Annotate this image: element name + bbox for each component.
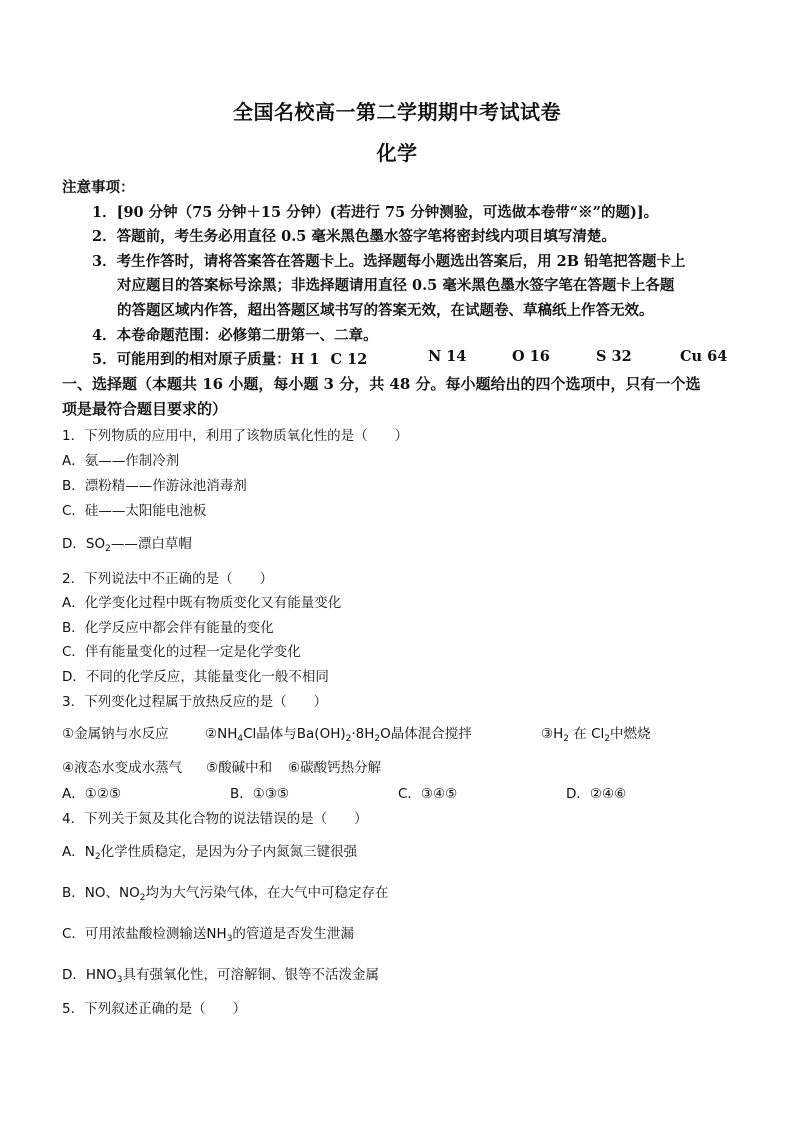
- question-4-option-c: [62, 922, 354, 944]
- q3-i3-b: 在 Cl: [569, 726, 605, 742]
- q1-d-prefix: D．SO: [62, 536, 106, 552]
- q3-i3-sub2: 2: [604, 734, 610, 744]
- question-1-option-c: C．硅——太阳能电池板: [62, 503, 207, 519]
- q4-b-prefix: B．NO、NO: [62, 885, 140, 901]
- q3-i2-a: ②NH: [205, 726, 238, 742]
- question-4-option-b: [62, 881, 388, 903]
- q4-a-prefix: A．N: [62, 844, 95, 860]
- question-1-stem: 1．下列物质的应用中，利用了该物质氧化性的是（ ）: [62, 428, 409, 444]
- q3-i3-a: ③H: [541, 726, 564, 742]
- question-4-stem: 4．下列关于氮及其化合物的说法错误的是（ ）: [62, 811, 368, 827]
- question-3-item-4: ④液态水变成水蒸气: [62, 760, 183, 776]
- q4-c-prefix: C．可用浓盐酸检测输送NH: [62, 926, 227, 942]
- atomic-mass-c: C 12: [330, 351, 368, 368]
- notice-item-3-cont-1: 对应题目的答案标号涂黑；非选择题请用直径 0.5 毫米黑色墨水签字笔在答题卡上各题: [117, 277, 675, 294]
- question-3-option-d: D．②④⑥: [566, 786, 627, 802]
- q1-d-text: ——漂白草帽: [110, 536, 192, 552]
- question-4-option-a: [62, 840, 357, 862]
- question-5-stem: 5．下列叙述正确的是（ ）: [62, 1001, 247, 1017]
- notice-item-1: 1．[90 分钟（75 分钟＋15 分钟）(若进行 75 分钟测验，可选做本卷带“※”的题)]。: [92, 204, 659, 221]
- question-3-option-b: B．①③⑤: [230, 786, 290, 802]
- q4-d-prefix: D．HNO: [62, 967, 117, 983]
- notice-item-2: 2．答题前，考生务必用直径 0.5 毫米黑色墨水签字笔将密封线内项目填写清楚。: [92, 228, 616, 245]
- q3-i2-d: O晶体混合搅拌: [380, 726, 472, 742]
- question-2-option-a: A．化学变化过程中既有物质变化又有能量变化: [62, 595, 342, 611]
- question-3-item-6: ⑥碳酸钙热分解: [288, 760, 382, 776]
- question-3-option-a: A．①②⑤: [62, 786, 122, 802]
- exam-subject: 化学: [376, 141, 418, 165]
- notice-item-3: 3．考生作答时，请将答案答在答题卡上。选择题每小题选出答案后，用 2B 铅笔把答题卡上: [92, 253, 686, 270]
- q4-a-sub: 2: [94, 852, 101, 862]
- question-3-stem: 3．下列变化过程属于放热反应的是（ ）: [62, 694, 328, 710]
- q4-d-sub: 3: [116, 975, 123, 985]
- atomic-mass-n: N 14: [428, 348, 467, 365]
- q4-c-text: 的管道是否发生泄漏: [232, 926, 354, 942]
- question-4-option-d: [62, 963, 379, 985]
- q4-b-text: 均为大气污染气体，在大气中可稳定存在: [145, 885, 389, 901]
- atomic-mass-o: O 16: [512, 348, 550, 365]
- notice-item-5: [92, 348, 367, 369]
- atomic-mass-s: S 32: [596, 348, 632, 365]
- question-1-option-a: A．氨——作制冷剂: [62, 453, 180, 469]
- q3-i3-c: 中燃烧: [610, 726, 651, 742]
- q4-b-sub: 2: [139, 893, 146, 903]
- q3-i2-sub2: 2: [345, 734, 352, 744]
- question-3-item-2: [205, 722, 472, 744]
- exam-title: 全国名校高一第二学期期中考试试卷: [233, 100, 561, 124]
- q3-i2-c: ·8H: [351, 726, 375, 742]
- q4-d-text: 具有强氧化性，可溶解铜、银等不活泼金属: [122, 967, 380, 983]
- question-3-item-1: ①金属钠与水反应: [62, 726, 169, 742]
- notice-item-3-cont-2: 的答题区域内作答，超出答题区域书写的答案无效，在试题卷、草稿纸上作答无效。: [117, 302, 654, 319]
- section-heading-line-1: 一、选择题（本题共 16 小题，每小题 3 分，共 48 分。每小题给出的四个选项中，只有一个选: [62, 375, 701, 393]
- notice-heading: 注意事项：: [62, 179, 135, 196]
- question-2-option-b: B．化学反应中都会伴有能量的变化: [62, 620, 274, 636]
- q4-c-sub: 3: [226, 934, 233, 944]
- q3-i3-sub1: 2: [563, 734, 569, 744]
- q3-i2-sub1: 4: [237, 734, 244, 744]
- question-3-option-c: C．③④⑤: [398, 786, 458, 802]
- q4-a-text: 化学性质稳定，是因为分子内氮氮三键很强: [100, 844, 358, 860]
- atomic-mass-prefix: 5．可能用到的相对原子质量：H 1: [92, 351, 320, 368]
- q3-i2-sub3: 2: [374, 734, 381, 744]
- section-heading-line-2: 项是最符合题目要求的）: [62, 400, 228, 418]
- question-3-item-5: ⑤酸碱中和: [206, 760, 273, 776]
- question-1-option-b: B．漂粉精——作游泳池消毒剂: [62, 478, 247, 494]
- q3-i2-b: Cl晶体与Ba(OH): [243, 726, 346, 742]
- notice-item-4: 4．本卷命题范围：必修第二册第一、二章。: [92, 327, 378, 344]
- q1-d-sub: 2: [105, 544, 111, 554]
- question-2-stem: 2．下列说法中不正确的是（ ）: [62, 571, 274, 587]
- question-2-option-d: D．不同的化学反应，其能量变化一般不相同: [62, 669, 329, 685]
- question-1-option-d: [62, 532, 192, 554]
- atomic-mass-cu: Cu 64: [680, 348, 728, 365]
- question-2-option-c: C．伴有能量变化的过程一定是化学变化: [62, 644, 301, 660]
- question-3-item-3: [541, 722, 651, 744]
